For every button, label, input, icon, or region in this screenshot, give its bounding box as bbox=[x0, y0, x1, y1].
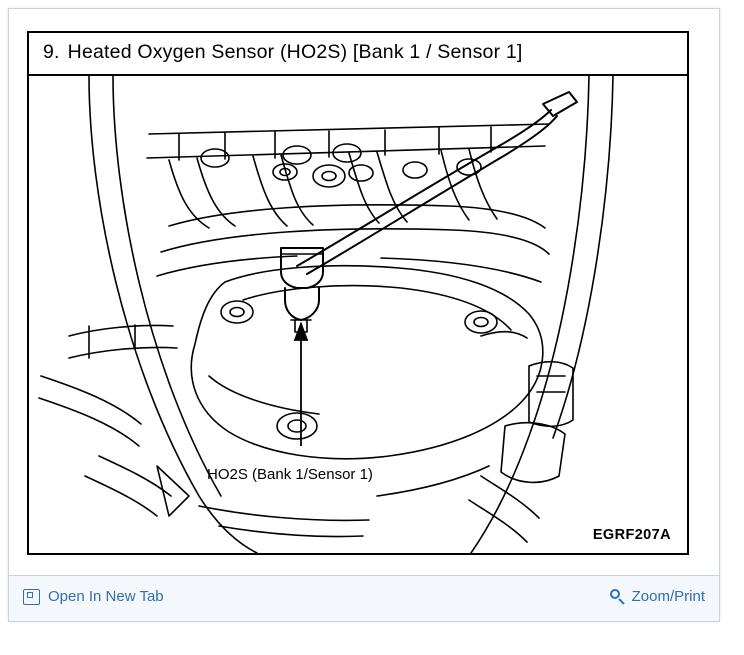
zoom-print-button[interactable] bbox=[610, 588, 705, 605]
viewer-toolbar bbox=[9, 575, 719, 621]
figure-illustration bbox=[29, 76, 687, 553]
page-title bbox=[43, 41, 523, 64]
step-number: 9. bbox=[43, 41, 60, 63]
figure-title-bar bbox=[29, 33, 687, 76]
magnifier-icon bbox=[610, 589, 626, 605]
open-in-new-tab-label[interactable]: Open In New Tab bbox=[48, 588, 164, 605]
image-viewer-panel bbox=[8, 8, 720, 622]
title-text: Heated Oxygen Sensor (HO2S) [Bank 1 / Sensor 1] bbox=[67, 41, 523, 63]
zoom-print-label[interactable]: Zoom/Print bbox=[631, 588, 705, 605]
document-figure-frame bbox=[27, 31, 689, 555]
figure-callout-label: HO2S (Bank 1/Sensor 1) bbox=[207, 466, 373, 483]
figure-code: EGRF207A bbox=[592, 527, 671, 543]
open-in-new-tab-button[interactable] bbox=[23, 588, 164, 605]
new-tab-icon bbox=[23, 589, 40, 605]
